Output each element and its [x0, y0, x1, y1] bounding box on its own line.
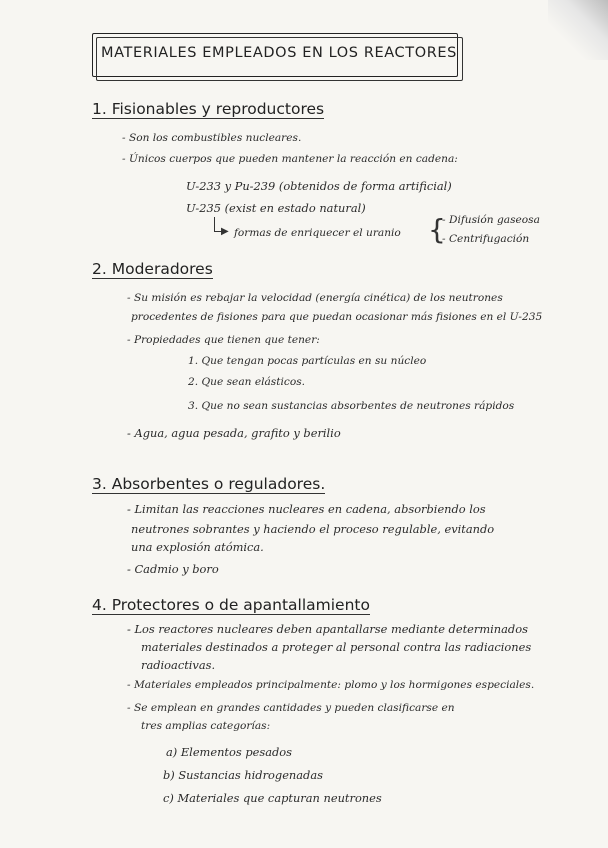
- page-title: MATERIALES EMPLEADOS EN LOS REACTORES: [101, 45, 457, 61]
- arrow-head-icon: ▶: [221, 226, 229, 237]
- section-4-line-8: b) Sustancias hidrogenadas: [163, 768, 323, 782]
- section-4-line-2: materiales destinados a proteger al personal contra las radiaciones: [141, 640, 532, 654]
- section-4-line-3: radioactivas.: [141, 658, 216, 672]
- section-2-line-4: 1. Que tengan pocas partículas en su núcleo: [188, 355, 427, 367]
- section-2-line-6: 3. Que no sean sustancias absorbentes de neutrones rápidos: [188, 400, 515, 412]
- section-4-line-9: c) Materiales que capturan neutrones: [163, 791, 382, 805]
- section-4-line-4: - Materiales empleados principalmente: plomo y los hormigones especiales.: [127, 679, 535, 691]
- section-2-line-1: - Su misión es rebajar la velocidad (energía cinética) de los neutrones: [127, 292, 503, 304]
- section-1-line-6: - Difusión gaseosa: [442, 214, 540, 226]
- section-4-heading: [92, 596, 370, 614]
- section-1-line-3: U-233 y Pu-239 (obtenidos de forma artificial): [186, 179, 452, 193]
- section-3-line-4: - Cadmio y boro: [127, 562, 219, 576]
- section-2-line-3: - Propiedades que tienen que tener:: [127, 334, 320, 346]
- section-3-line-2: neutrones sobrantes y haciendo el proceso regulable, evitando: [131, 522, 495, 536]
- brace-icon: {: [428, 213, 446, 246]
- section-1-line-1: - Son los combustibles nucleares.: [122, 132, 302, 144]
- page-corner-shadow: [548, 0, 608, 60]
- section-3-heading: [92, 475, 325, 493]
- section-4-heading-text: 4. Protectores o de apantallamiento: [92, 596, 370, 614]
- section-3-line-3: una explosión atómica.: [131, 540, 264, 554]
- section-1-line-5: formas de enriquecer el uranio: [234, 227, 401, 239]
- section-4-line-5: - Se emplean en grandes cantidades y pueden clasificarse en: [127, 702, 455, 714]
- section-2-heading-text: 2. Moderadores: [92, 260, 213, 278]
- section-1-heading: [92, 100, 324, 118]
- section-2-line-2: procedentes de fisiones para que puedan ocasionar más fisiones en el U-235: [131, 311, 543, 323]
- section-4-line-6: tres amplias categorías:: [141, 720, 271, 732]
- section-3-line-1: - Limitan las reacciones nucleares en cadena, absorbiendo los: [127, 502, 486, 516]
- section-1-line-2: - Únicos cuerpos que pueden mantener la reacción en cadena:: [122, 153, 458, 165]
- section-2-line-7: - Agua, agua pesada, grafito y berilio: [127, 426, 341, 440]
- section-2-heading: [92, 260, 213, 278]
- section-1-line-4: U-235 (exist en estado natural): [186, 201, 366, 215]
- section-3-heading-text: 3. Absorbentes o reguladores.: [92, 475, 326, 493]
- section-1-heading-text: 1. Fisionables y reproductores: [92, 100, 325, 118]
- section-4-line-1: - Los reactores nucleares deben apantallarse mediante determinados: [127, 622, 528, 636]
- section-1-line-7: - Centrifugación: [442, 233, 530, 245]
- section-4-line-7: a) Elementos pesados: [166, 745, 292, 759]
- section-2-line-5: 2. Que sean elásticos.: [188, 376, 306, 388]
